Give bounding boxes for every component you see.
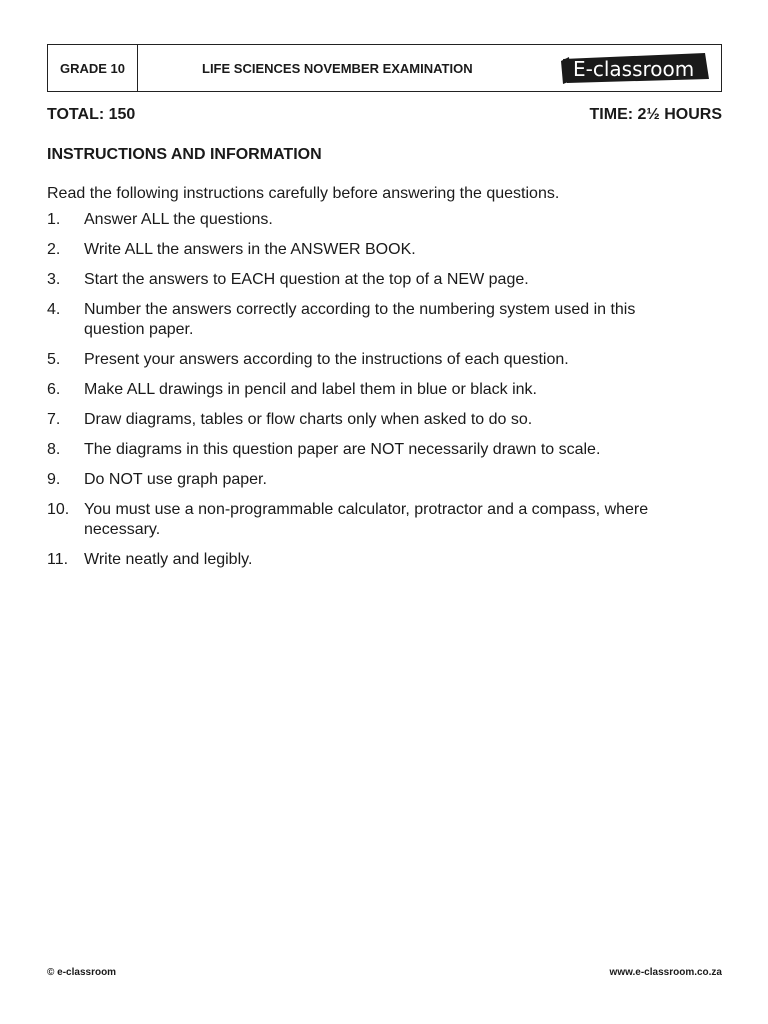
list-item [47, 500, 727, 540]
instruction-list [47, 210, 727, 580]
item-number: 2. [47, 241, 61, 258]
item-text: Number the answers correctly according to the numbering system used in this question paper. [84, 301, 636, 338]
e-classroom-logo [559, 51, 711, 85]
item-number: 3. [47, 271, 61, 288]
list-item [47, 380, 727, 400]
item-number: 8. [47, 441, 61, 458]
item-text: Write ALL the answers in the ANSWER BOOK. [84, 241, 416, 258]
list-item [47, 550, 727, 570]
logo-text: E-classroom [573, 57, 695, 81]
item-text: Start the answers to EACH question at the top of a NEW page. [84, 271, 529, 288]
page-footer [47, 967, 722, 978]
copyright-text: © e-classroom [47, 967, 117, 978]
item-number: 11. [47, 551, 69, 568]
grade-label: GRADE 10 [48, 45, 138, 91]
item-number: 4. [47, 301, 61, 318]
item-text: Write neatly and legibly. [84, 551, 253, 568]
item-number: 7. [47, 411, 61, 428]
exam-title: LIFE SCIENCES NOVEMBER EXAMINATION [202, 60, 473, 76]
total-marks: TOTAL: 150 [47, 106, 136, 123]
item-text: You must use a non-programmable calculator, protractor and a compass, where necessary. [84, 501, 649, 538]
time-allowed: TIME: 2½ HOURS [589, 106, 722, 123]
item-text: The diagrams in this question paper are NOT necessarily drawn to scale. [84, 441, 601, 458]
intro-text: Read the following instructions carefully before answering the questions. [47, 185, 560, 202]
list-item [47, 440, 727, 460]
website-link: www.e-classroom.co.za [609, 967, 722, 978]
item-text: Make ALL drawings in pencil and label them in blue or black ink. [84, 381, 537, 398]
item-number: 9. [47, 471, 61, 488]
exam-header [47, 44, 722, 92]
item-text: Do NOT use graph paper. [84, 471, 267, 488]
item-number: 10. [47, 501, 70, 518]
list-item [47, 300, 727, 340]
list-item [47, 240, 727, 260]
list-item [47, 470, 727, 490]
item-number: 6. [47, 381, 61, 398]
list-item [47, 270, 727, 290]
item-text: Draw diagrams, tables or flow charts only when asked to do so. [84, 411, 533, 428]
list-item [47, 350, 727, 370]
item-number: 5. [47, 351, 61, 368]
list-item [47, 410, 727, 430]
section-heading: INSTRUCTIONS AND INFORMATION [47, 146, 322, 163]
item-number: 1. [47, 211, 61, 228]
item-text: Answer ALL the questions. [84, 211, 273, 228]
meta-row [47, 106, 722, 124]
item-text: Present your answers according to the instructions of each question. [84, 351, 569, 368]
list-item [47, 210, 727, 230]
